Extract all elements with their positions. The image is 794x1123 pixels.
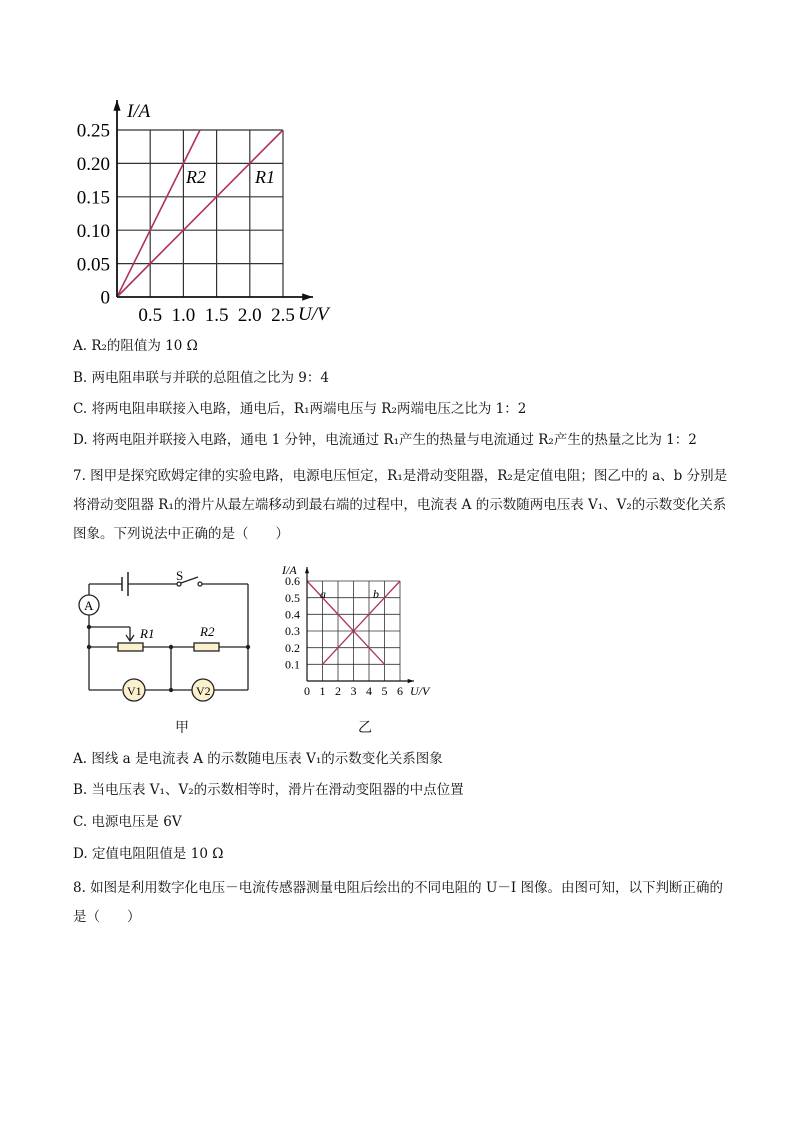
- circuit-caption: 甲: [175, 720, 189, 736]
- q7-option-d-text: 定值电阻阻值是 10 Ω: [91, 846, 224, 862]
- y-tick-label: 0.25: [76, 120, 110, 142]
- circuit-switch-label: S: [176, 570, 184, 583]
- x-tick-label: 0.5: [138, 305, 163, 326]
- q8-stem: 8. 如图是利用数字化电压－电流传感器测量电阻后绘出的不同电阻的 U－I 图像。由图可知，以下判断正确的是（ ）: [73, 880, 723, 925]
- q7-option-c-text: 电源电压是 6V: [91, 814, 182, 830]
- graph1-line-label-r2: R2: [186, 167, 206, 187]
- x-tick-label: 1.5: [204, 305, 229, 326]
- x-tick-label: 4: [366, 684, 372, 698]
- y-axis-arrow: [305, 567, 309, 573]
- x-tick-label: 1.0: [171, 305, 196, 326]
- y-tick-label: 0.10: [76, 220, 110, 242]
- x-tick-label: 3: [350, 684, 357, 698]
- y-axis-arrow: [113, 100, 120, 111]
- q6-option-c-text: 将两电阻串联接入电路，通电后，R₁两端电压与 R₂两端电压之比为 1：2: [91, 401, 527, 417]
- graph1-line-label-r1: R1: [255, 167, 275, 187]
- graph2-tick-labels: [285, 574, 403, 698]
- series-line-b: [323, 581, 401, 664]
- q6-option-d: [73, 431, 697, 449]
- q6-option-a-letter: A.: [73, 338, 88, 354]
- q6-option-d-letter: D.: [73, 432, 88, 448]
- x-tick-label: 5: [381, 684, 388, 698]
- q7-option-b-text: 当电压表 V₁、V₂的示数相等时，滑片在滑动变阻器的中点位置: [91, 782, 464, 798]
- x-tick-label: 2: [335, 684, 341, 698]
- circuit-r1-label: R1: [140, 626, 155, 641]
- graph2-line-label-b: b: [373, 587, 379, 601]
- q6-option-b: [73, 369, 329, 387]
- x-axis-arrow: [302, 293, 313, 300]
- x-tick-label: 2.5: [271, 305, 295, 326]
- q7-option-b-letter: B.: [73, 782, 88, 798]
- circuit-ammeter-label: A: [84, 598, 94, 613]
- q6-option-c: [73, 400, 526, 418]
- circuit-v1-label: V1: [127, 684, 142, 698]
- x-tick-label: 0: [304, 684, 310, 698]
- q7-option-c-letter: C.: [73, 814, 88, 830]
- q6-option-a-text: R₂的阻值为 10 Ω: [91, 338, 198, 354]
- series-line-r1: [117, 130, 283, 297]
- q7-option-d-letter: D.: [73, 846, 88, 862]
- q6-option-d-text: 将两电阻并联接入电路，通电 1 分钟，电流通过 R₁产生的热量与电流通过 R₂产生的热量之比为 1：2: [91, 432, 697, 448]
- q6-option-b-text: 两电阻串联与并联的总阻值之比为 9：4: [91, 370, 329, 386]
- q6-option-b-letter: B.: [73, 370, 88, 386]
- q7-stem: 7. 图甲是探究欧姆定律的实验电路，电源电压恒定，R₁是滑动变阻器，R₂是定值电阻；图乙中的 a、b 分别是将滑动变阻器 R₁的滑片从最左端移动到最右端的过程中，电流表 A 的示数随两电压表 V₁、V₂的示数变化关系图象。下列说法中正确的是（ ）: [73, 468, 728, 542]
- y-tick-label: 0.3: [285, 624, 300, 639]
- iu-graph-r1-r2: [70, 95, 350, 330]
- q7-option-c: [73, 813, 182, 831]
- y-tick-label: 0.1: [285, 657, 300, 672]
- y-tick-label: 0.6: [285, 574, 300, 589]
- graph1-x-axis-label: U/V: [298, 304, 329, 325]
- q6-option-c-letter: C.: [73, 401, 88, 417]
- q7-option-a-letter: A.: [73, 751, 88, 767]
- y-tick-label: 0.05: [76, 254, 110, 276]
- graph2-line-label-a: a: [320, 587, 326, 601]
- y-tick-label: 0.20: [76, 154, 110, 176]
- circuit-v2-label: V2: [196, 684, 211, 698]
- circuit-r2-label: R2: [200, 624, 215, 639]
- graph-caption: 乙: [358, 720, 372, 736]
- graph2-y-axis-label: I/A: [282, 563, 297, 577]
- q7-option-b: [73, 781, 464, 799]
- y-tick-label: 0.15: [76, 187, 110, 209]
- graph1-y-axis-label: I/A: [127, 101, 151, 122]
- graph1-lines: [117, 130, 283, 297]
- q7-option-a: [73, 750, 443, 768]
- q7-option-d: [73, 845, 223, 863]
- x-tick-label: 6: [397, 684, 403, 698]
- x-tick-label: 1: [319, 684, 326, 698]
- x-tick-label: 2.0: [237, 305, 262, 326]
- series-line-r2: [117, 130, 200, 297]
- q7-option-a-text: 图线 a 是电流表 A 的示数随电压表 V₁的示数变化关系图象: [91, 751, 443, 767]
- iu-graph-a-b: [280, 560, 450, 705]
- y-tick-label: 0.5: [285, 590, 300, 605]
- q6-option-a: [73, 337, 198, 355]
- y-tick-label: 0.4: [285, 607, 300, 622]
- y-tick-label: 0.2: [285, 640, 300, 655]
- graph2-x-axis-label: U/V: [410, 684, 430, 698]
- circuit-diagram: [72, 570, 262, 710]
- x-axis-arrow: [408, 679, 414, 683]
- y-tick-label: 0: [100, 287, 110, 309]
